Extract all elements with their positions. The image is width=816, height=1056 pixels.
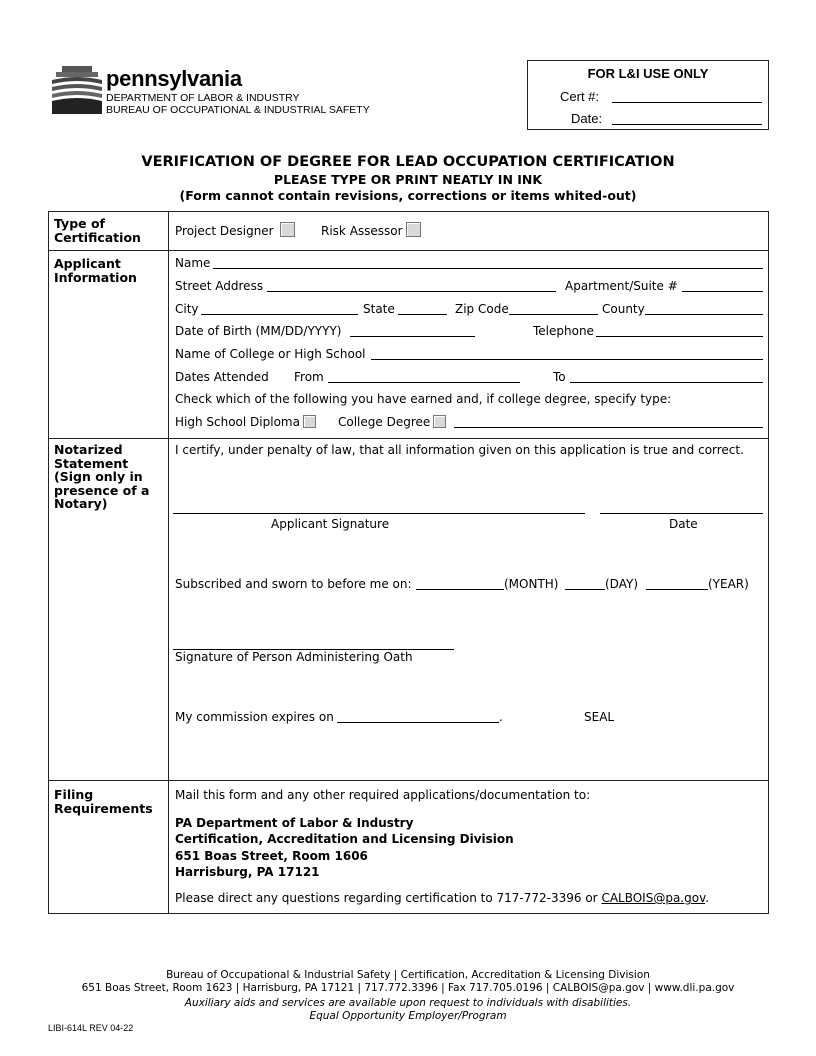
sworn-label: Subscribed and sworn to before me on: (175, 577, 412, 591)
applicant-info-label: Applicant Information (54, 256, 137, 285)
zip-label: Zip Code (455, 302, 509, 316)
degree-type-field[interactable] (454, 427, 763, 428)
filing-label: Filing Requirements (54, 787, 153, 816)
street-field[interactable] (267, 291, 556, 292)
commission-label: My commission expires on (175, 710, 334, 724)
office-use-box (527, 60, 769, 130)
risk-assessor-label: Risk Assessor (321, 224, 403, 238)
signature-date-label: Date (669, 517, 698, 531)
email-link[interactable]: CALBOIS@pa.gov (601, 891, 706, 905)
college-degree-label: College Degree (338, 415, 431, 429)
form-table (48, 211, 769, 914)
footer-contact: 651 Boas Street, Room 1623 | Harrisburg, PA 17121 | 717.772.3396 | Fax 717.705.0196 | CALBOIS@pa.gov | www.dli.pa.gov (81, 982, 735, 994)
questions-line (175, 891, 709, 905)
oath-signature-label: Signature of Person Administering Oath (175, 650, 413, 664)
type-cert-label: Type of Certification (54, 216, 141, 245)
row-divider (48, 438, 769, 439)
bureau-name: BUREAU OF OCCUPATIONAL & INDUSTRIAL SAFETY (106, 104, 370, 116)
hs-diploma-label: High School Diploma (175, 415, 300, 429)
office-use-title: FOR L&I USE ONLY (587, 66, 709, 81)
from-label: From (294, 370, 324, 384)
risk-assessor-checkbox[interactable] (406, 222, 421, 237)
commission-expires-field[interactable] (337, 722, 499, 723)
applicant-signature-label: Applicant Signature (271, 517, 390, 531)
mail-address-line2: Certification, Accreditation and Licensing Division (175, 832, 514, 846)
telephone-field[interactable] (596, 336, 763, 337)
street-label: Street Address (175, 279, 264, 293)
dob-label: Date of Birth (MM/DD/YYYY) (175, 324, 342, 338)
apt-field[interactable] (682, 291, 763, 292)
degree-instruction: Check which of the following you have earned and, if college degree, specify type: (175, 392, 672, 406)
apt-label: Apartment/Suite # (565, 279, 678, 293)
dates-attended-label: Dates Attended (175, 370, 269, 384)
form-warning: (Form cannot contain revisions, corrections or items whited-out) (179, 188, 637, 203)
signature-date-field[interactable] (600, 513, 763, 514)
mail-address-line4: Harrisburg, PA 17121 (175, 865, 320, 879)
city-label: City (175, 302, 199, 316)
form-title: VERIFICATION OF DEGREE FOR LEAD OCCUPATION CERTIFICATION (141, 154, 675, 170)
dept-name: DEPARTMENT OF LABOR & INDUSTRY (106, 92, 300, 104)
applicant-signature-field[interactable] (173, 513, 585, 514)
questions-text: Please direct any questions regarding certification to 717-772-3396 or (175, 891, 602, 905)
to-field[interactable] (570, 382, 763, 383)
sworn-year-field[interactable] (646, 589, 708, 590)
name-field[interactable] (213, 268, 763, 269)
row-divider (48, 250, 769, 251)
hs-diploma-checkbox[interactable] (303, 415, 316, 428)
day-label: (DAY) (605, 577, 638, 591)
seal-label: SEAL (584, 710, 615, 724)
project-designer-label: Project Designer (175, 224, 274, 238)
sworn-day-field[interactable] (565, 589, 605, 590)
telephone-label: Telephone (533, 324, 594, 338)
month-label: (MONTH) (504, 577, 559, 591)
dob-field[interactable] (350, 336, 475, 337)
project-designer-checkbox[interactable] (280, 222, 295, 237)
to-label: To (553, 370, 566, 384)
questions-period: . (705, 891, 710, 905)
from-field[interactable] (328, 382, 520, 383)
mail-instruction: Mail this form and any other required applications/documentation to: (175, 788, 591, 802)
county-field[interactable] (645, 314, 763, 315)
county-label: County (602, 302, 645, 316)
footer-eeo: Equal Opportunity Employer/Program (309, 1010, 507, 1022)
row-divider (48, 780, 769, 781)
year-label: (YEAR) (708, 577, 749, 591)
form-instruction: PLEASE TYPE OR PRINT NEATLY IN INK (273, 172, 543, 187)
sworn-month-field[interactable] (416, 589, 504, 590)
notarized-label: Notarized Statement (Sign only in presence of a Notary) (54, 442, 150, 511)
pa-keystone-logo (52, 66, 102, 114)
certify-statement: I certify, under penalty of law, that all information given on this application is true and correct. (175, 443, 744, 457)
office-date-field[interactable] (612, 124, 762, 125)
state-field[interactable] (398, 314, 447, 315)
name-label: Name (175, 256, 211, 270)
footer-bureau: Bureau of Occupational & Industrial Safety | Certification, Accreditation & Licensing Division (166, 969, 650, 981)
mail-address-line3: 651 Boas Street, Room 1606 (175, 849, 368, 863)
footer-accessibility: Auxiliary aids and services are available upon request to individuals with disabilities. (184, 997, 632, 1009)
logo-wordmark: pennsylvania (106, 66, 242, 91)
state-label: State (363, 302, 395, 316)
label-column-divider (168, 211, 169, 914)
college-field[interactable] (371, 359, 763, 360)
zip-field[interactable] (509, 314, 598, 315)
city-field[interactable] (201, 314, 358, 315)
form-code: LIBI-614L REV 04-22 (48, 1023, 134, 1033)
mail-address-line1: PA Department of Labor & Industry (175, 816, 414, 830)
office-date-label: Date: (571, 111, 603, 126)
college-degree-checkbox[interactable] (433, 415, 446, 428)
cert-number-label: Cert #: (560, 89, 600, 104)
cert-number-field[interactable] (612, 102, 762, 103)
commission-period: . (499, 710, 503, 724)
college-label: Name of College or High School (175, 347, 366, 361)
